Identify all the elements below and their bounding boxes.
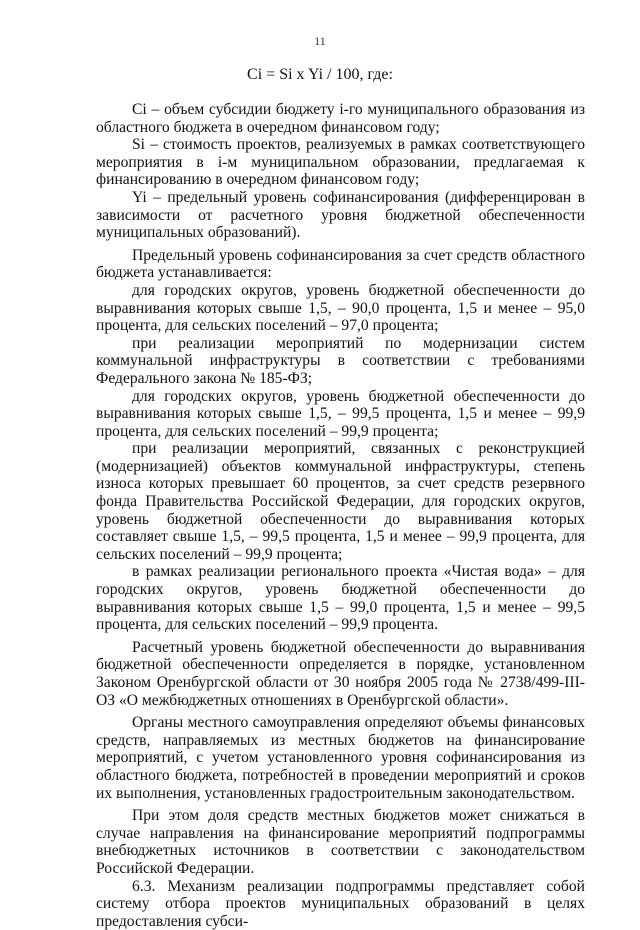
paragraph-cofinancing-limit: Предельный уровень софинансирования за счет средств областного бюджета устанавливается: bbox=[96, 246, 585, 282]
page-number: 11 bbox=[314, 34, 326, 48]
paragraph-local-budget-share: При этом доля средств местных бюджетов может снижаться в случае направления на финансирование мероприятий подпрограммы внебюджетных источников в соответствии с законодательством Российской Федерации. bbox=[96, 807, 585, 877]
paragraph-reconstruction: при реализации мероприятий, связанных с реконструкцией (модернизацией) объектов коммунальной инфраструктуры, степень износа которых превышает 60 процентов, за счет средств резервного фонда Правительства Российской Федерации, для городских округов, уровень бюджетной обеспеченности до выравнивания которых составляет свыше 1,5, – 99,5 процента, 1,5 и менее – 99,9 процента, для сельских поселений – 99,9 процента; bbox=[96, 440, 585, 563]
paragraph-local-government: Органы местного самоуправления определяют объемы финансовых средств, направляемых из местных бюджетов на финансирование мероприятий, с учетом установленного уровня софинансирования из областного бюджета, потребностей в проведении мероприятий и сроков их выполнения, установленных градостроительным законодательством. bbox=[96, 714, 585, 802]
paragraph-clean-water-project: в рамках реализации регионального проекта «Чистая вода» – для городских округов, уровень бюджетной обеспеченности до выравнивания которых свыше 1,5 – 99,0 процента, 1,5 и менее – 99,5 процента, для сельских поселений – 99,9 процента. bbox=[96, 563, 585, 634]
paragraph-yi-definition: Yi – предельный уровень софинансирования (дифференцирован в зависимости от расчетного уровня бюджетной обеспеченности муниципальных образований). bbox=[96, 188, 585, 242]
paragraph-ci-definition: Ci – объем субсидии бюджету i-го муниципального образования из областного бюджета в очередном финансовом году; bbox=[96, 101, 585, 136]
paragraph-modernization: при реализации мероприятий по модернизации систем коммунальной инфраструктуры в соответствии с требованиями Федерального закона № 185-ФЗ; bbox=[96, 334, 585, 387]
paragraph-budget-provision: Расчетный уровень бюджетной обеспеченности до выравнивания бюджетной обеспеченности определяется в порядке, установленном Законом Оренбургской области от 30 ноября 2005 года № 2738/499-III-ОЗ «О межбюджетных отношениях в Оренбургской области». bbox=[96, 638, 585, 709]
paragraph-urban-districts-rate: для городских округов, уровень бюджетной обеспеченности до выравнивания которых свыше 1,5, – 90,0 процента, 1,5 и менее – 95,0 процента, для сельских поселений – 97,0 процента; bbox=[96, 281, 585, 335]
paragraph-si-definition: Si – стоимость проектов, реализуемых в рамках соответствующего мероприятия в i-м муниципальном образовании, предлагаемая к финансированию в очередном финансовом году; bbox=[96, 136, 585, 189]
paragraph-section-6-3: 6.3. Механизм реализации подпрограммы представляет собой систему отбора проектов муниципальных образований в целях предоставления субси- bbox=[96, 877, 585, 930]
formula: Ci = Si x Yi / 100, где: bbox=[247, 66, 393, 83]
paragraph-urban-districts-rate-modernization: для городских округов, уровень бюджетной обеспеченности до выравнивания которых свыше 1,5, – 99,5 процента, 1,5 и менее – 99,9 процента, для сельских поселений – 99,9 процента; bbox=[96, 387, 585, 440]
body-text bbox=[96, 101, 585, 930]
